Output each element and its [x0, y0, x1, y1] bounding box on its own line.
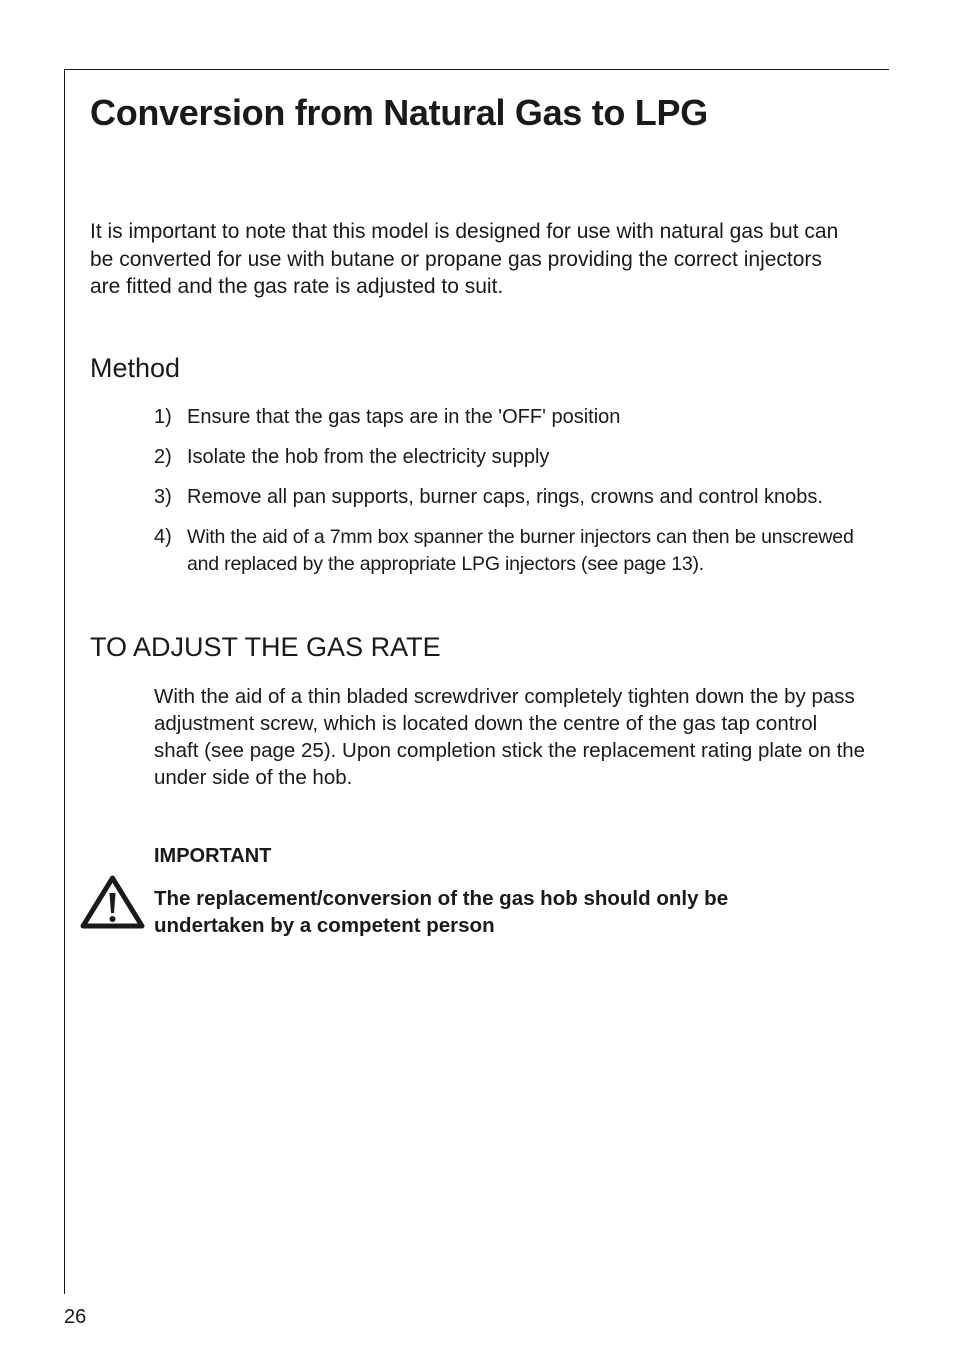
- top-rule: [65, 69, 889, 70]
- step-text: With the aid of a 7mm box spanner the burner injectors can then be unscrewed and replaced by the appropriate LPG injectors (see page 13).: [187, 526, 854, 575]
- page-number: 26: [64, 1306, 87, 1328]
- list-item: [154, 484, 866, 511]
- adjust-gas-rate-heading: TO ADJUST THE GAS RATE: [90, 632, 441, 662]
- step-number: 1): [154, 406, 172, 428]
- method-heading: Method: [90, 353, 181, 383]
- left-rule: [64, 69, 65, 1294]
- method-steps-list: [154, 404, 866, 591]
- intro-paragraph: It is important to note that this model is designed for use with natural gas but can be converted for use with butane or propane gas providing the correct injectors are fitted and the gas rate is adjusted to suit.: [90, 220, 839, 298]
- adjust-gas-rate-paragraph: With the aid of a thin bladed screwdriver completely tighten down the by pass adjustment screw, which is located down the centre of the gas tap control shaft (see page 25). Upon completion stick the replacement rating plate on the under side of the hob.: [154, 685, 866, 789]
- page-title: Conversion from Natural Gas to LPG: [90, 92, 708, 133]
- step-text: Ensure that the gas taps are in the 'OFF' position: [187, 406, 621, 428]
- step-number: 2): [154, 446, 172, 468]
- list-item: [154, 444, 866, 471]
- list-item: [154, 404, 866, 431]
- step-text: Isolate the hob from the electricity supply: [187, 446, 550, 468]
- warning-triangle-icon: [79, 874, 146, 930]
- step-text: Remove all pan supports, burner caps, rings, crowns and control knobs.: [187, 486, 823, 508]
- warning-text: The replacement/conversion of the gas hob should only be undertaken by a competent person: [154, 887, 729, 937]
- step-number: 4): [154, 526, 172, 548]
- step-number: 3): [154, 486, 172, 508]
- list-item: [154, 524, 866, 578]
- important-label: IMPORTANT: [154, 845, 272, 867]
